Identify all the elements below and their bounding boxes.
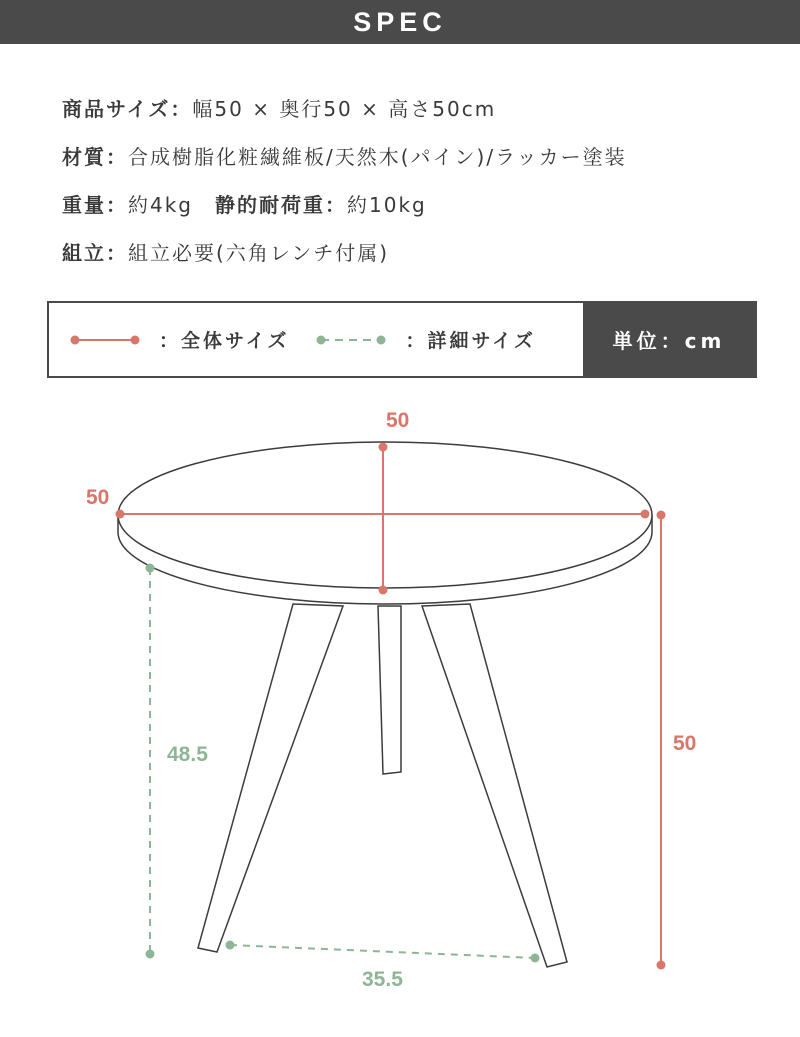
back-leg bbox=[378, 606, 401, 774]
width-label: 50 bbox=[86, 486, 110, 509]
weight-value: 約4kg bbox=[128, 193, 194, 217]
load-value: 約10kg bbox=[347, 193, 427, 217]
leg-height-label: 48.5 bbox=[167, 743, 208, 766]
spec-title: SPEC bbox=[353, 6, 447, 37]
right-leg bbox=[422, 604, 567, 967]
load-label: 静的耐荷重： bbox=[215, 193, 348, 217]
assembly-label: 組立： bbox=[62, 241, 128, 265]
leg-spread-label: 35.5 bbox=[362, 968, 403, 991]
size-label: 商品サイズ： bbox=[62, 97, 193, 121]
weight-label: 重量： bbox=[62, 193, 128, 217]
depth-label: 50 bbox=[386, 409, 410, 432]
legend-total-label: ：全体サイズ bbox=[159, 330, 290, 352]
size-value: 幅50 × 奥行50 × 高さ50cm bbox=[192, 97, 497, 121]
left-leg bbox=[198, 604, 343, 952]
unit-label: 単位：cm bbox=[612, 329, 726, 353]
material-value: 合成樹脂化粧繊維板/天然木(パイン)/ラッカー塗装 bbox=[128, 145, 627, 169]
legend-detail-label: ：詳細サイズ bbox=[405, 330, 536, 352]
height-label: 50 bbox=[673, 732, 697, 755]
leg-height-dimension bbox=[146, 564, 155, 959]
assembly-value: 組立必要(六角レンチ付属) bbox=[128, 241, 390, 265]
material-label: 材質： bbox=[62, 145, 128, 169]
leg-spread-dimension bbox=[226, 941, 540, 963]
height-dimension bbox=[657, 511, 666, 970]
